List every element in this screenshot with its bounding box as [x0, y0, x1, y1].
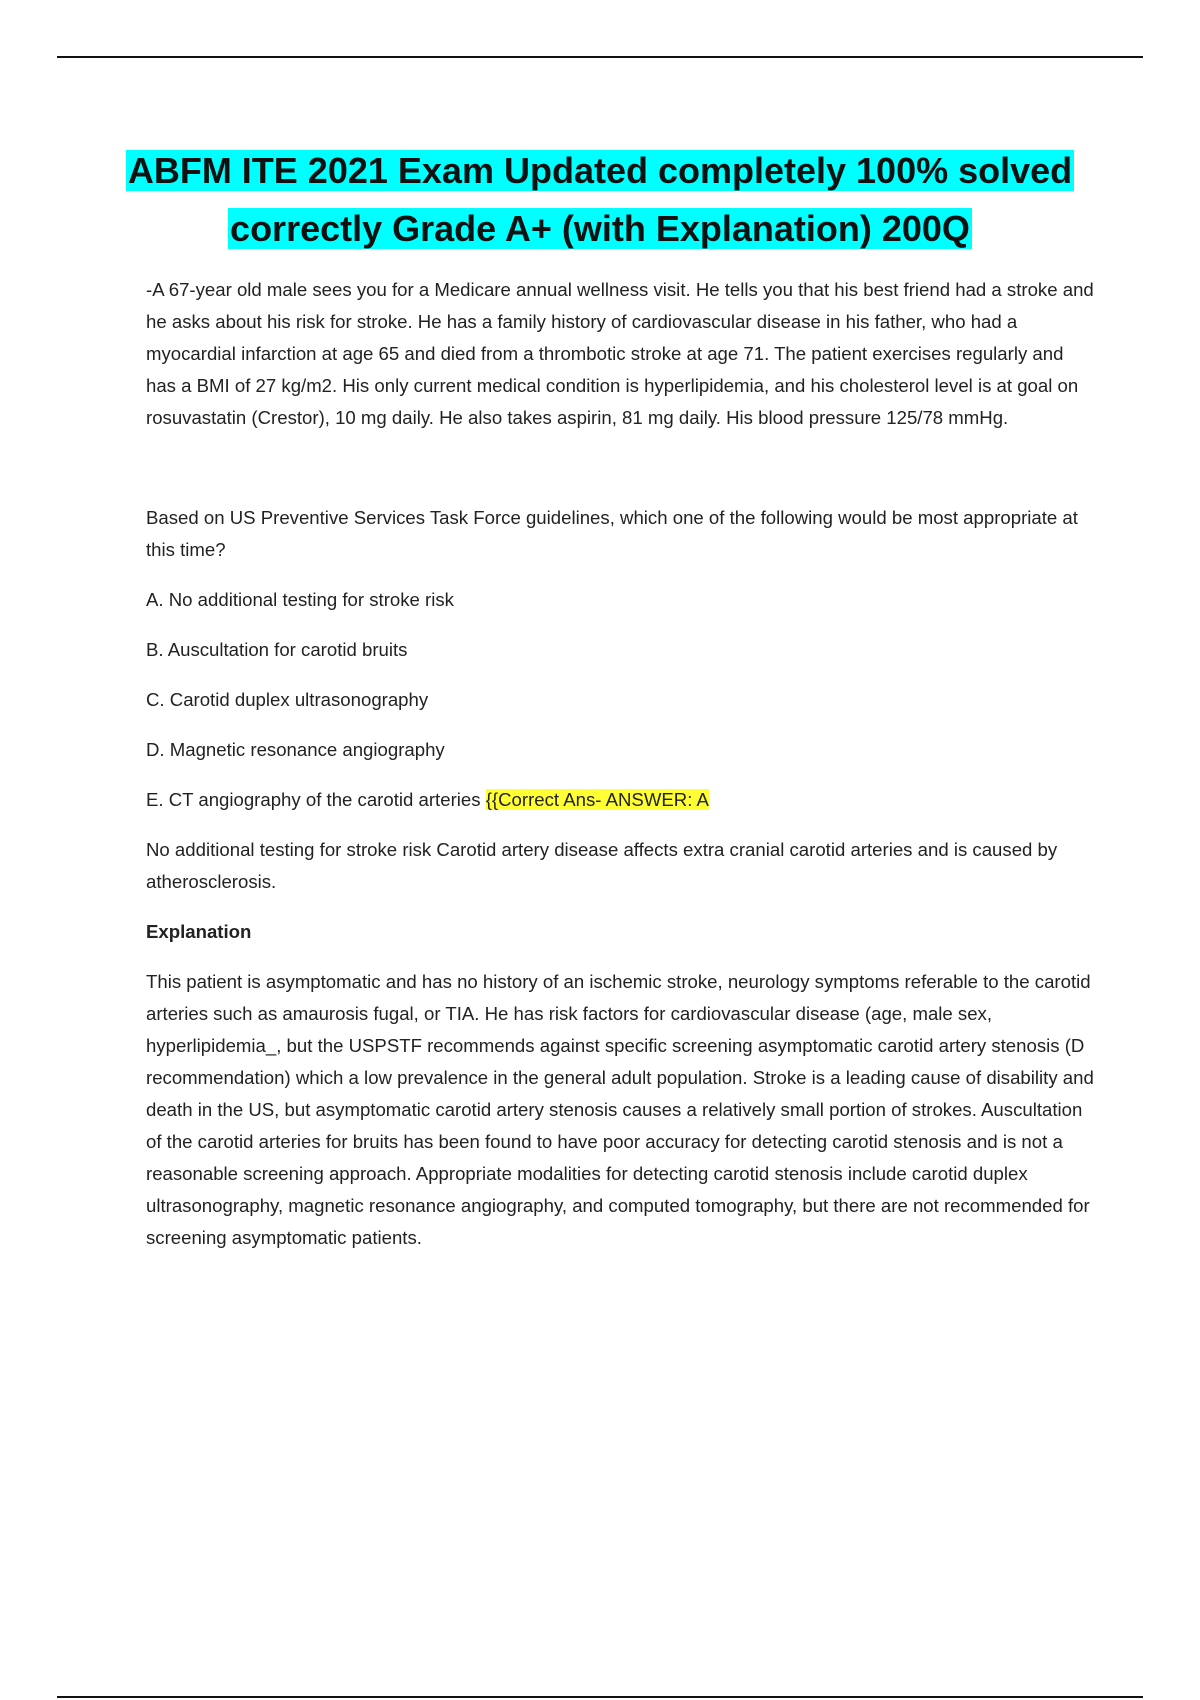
option-e: E. CT angiography of the carotid arteries — [146, 789, 481, 810]
answer-text: No additional testing for stroke risk Carotid artery disease affects extra cranial carotid arteries and is caused by atherosclerosis. — [146, 839, 1058, 892]
correct-answer-label: {{Correct Ans- ANSWER: A — [485, 789, 709, 810]
explanation-heading: Explanation — [146, 921, 252, 942]
explanation-text: This patient is asymptomatic and has no history of an ischemic stroke, neurology symptoms referable to the carotid arteries such as amaurosis fugal, or TIA. He has risk factors for cardiovascular disease (age, male sex, hyperlipidemia_, but the USPSTF recommends against specific screening asymptomatic carotid artery stenosis (D recommendation) which a low prevalence in the general adult population. Stroke is a leading cause of disability and death in the US, but asymptomatic carotid artery stenosis causes a relatively small portion of strokes. Auscultation of the carotid arteries for bruits has been found to have poor accuracy for detecting carotid stenosis and is not a reasonable screening approach. Appropriate modalities for detecting carotid stenosis include carotid duplex ultrasonography, magnetic resonance angiography, and computed tomography, but there are not recommended for screening asymptomatic patients. — [146, 971, 1094, 1248]
option-d: D. Magnetic resonance angiography — [146, 739, 445, 760]
option-a: A. No additional testing for stroke risk — [146, 589, 454, 610]
title-line-1: ABFM ITE 2021 Exam Updated completely 100% solved — [127, 150, 1073, 191]
question-stem: -A 67-year old male sees you for a Medicare annual wellness visit. He tells you that his best friend had a stroke and he asks about his risk for stroke. He has a family history of cardiovascular disease in his father, who had a myocardial infarction at age 65 and died from a thrombotic stroke at age 71. The patient exercises regularly and has a BMI of 27 kg/m2. His only current medical condition is hyperlipidemia, and his cholesterol level is at goal on rosuvastatin (Crestor), 10 mg daily. He also takes aspirin, 81 mg daily. His blood pressure 125/78 mmHg. — [146, 279, 1094, 428]
option-b: B. Auscultation for carotid bruits — [146, 639, 408, 660]
title-line-2: correctly Grade A+ (with Explanation) 200Q — [230, 208, 970, 249]
header-rule — [57, 56, 1143, 58]
option-e-row — [146, 784, 1096, 816]
document-body — [146, 274, 1096, 1254]
document-title — [100, 142, 1100, 258]
question-prompt: Based on US Preventive Services Task Force guidelines, which one of the following would be most appropriate at this time? — [146, 507, 1078, 560]
option-c: C. Carotid duplex ultrasonography — [146, 689, 429, 710]
footer-rule — [57, 1696, 1143, 1698]
